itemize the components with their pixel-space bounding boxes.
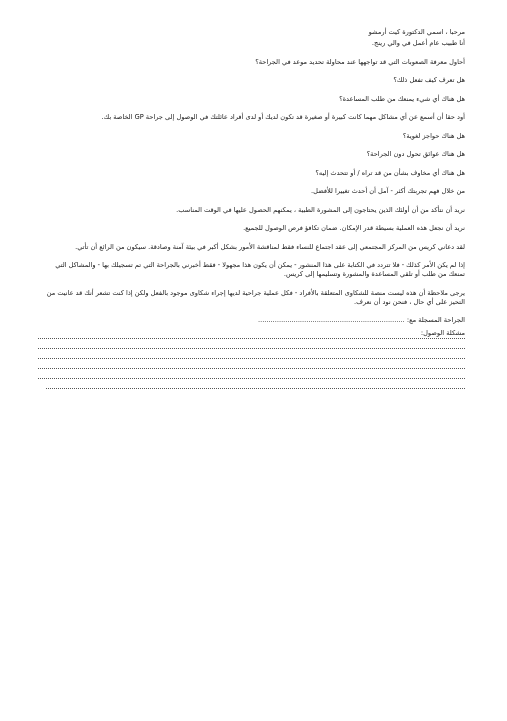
access-problem-line-2[interactable] — [38, 348, 465, 349]
question-obstacles: هل هناك عوائق تحول دون الجراحة؟ — [366, 150, 465, 158]
registered-surgery-field[interactable]: ...................................................................... — [258, 316, 405, 324]
question-language-barriers: هل هناك حواجز لغوية؟ — [402, 131, 465, 140]
question-appointment-difficulties: أحاول معرفة الصعوبات التي قد تواجهها عند محاولة تحديد موعد في الجراحة؟ — [255, 57, 465, 66]
paragraph-community-meeting: لقد دعاني كريس من المركز المجتمعي إلى عقد اجتماع للنساء فقط لمناقشة الأمور بشكل أكبر في بيئة آمنة وصادقة. سيكون من الرائع أن تأتي. — [75, 242, 465, 251]
question-know-how: هل تعرف كيف تفعل ذلك؟ — [393, 76, 465, 84]
access-problem-line-1[interactable] — [38, 338, 465, 339]
registered-surgery-row — [38, 316, 465, 325]
paragraph-understanding: من خلال فهم تجربتك أكثر - آمل أن أحدث تغييرا للأفضل. — [311, 187, 465, 195]
paragraph-medical-advice: نريد أن نتأكد من أن أولئك الذين يحتاجون إلى المشورة الطبية ، يمكنهم الحصول عليها في الوقت المناسب. — [176, 205, 465, 214]
access-problem-label: مشكلة الوصول: — [420, 329, 465, 337]
intro-line: أنا طبيب عام أعمل في والي رينج. — [371, 39, 465, 47]
question-anything-preventing: هل هناك أي شيء يمنعك من طلب المساعدة؟ — [339, 94, 465, 103]
paragraph-hear-problems: أود حقا أن أسمع عن أي مشاكل مهما كانت كبيرة أو صغيرة قد تكون لديك أو لدى أفراد عائلتك في الوصول إلى جراحة GP الخاصة بك. — [101, 113, 465, 121]
paragraph-complaints-note: يرجى ملاحظة أن هذه ليست منصة للشكاوى المتعلقة بالأفراد - فكل عملية جراحية لديها إجراء شكاوى موجود بالفعل ولكن إذا كنت تشعر أنك قد عانيت من التحيز على أي حال ، فنحن نود أن نعرف. — [46, 288, 465, 306]
access-problem-line-6[interactable] — [46, 388, 465, 389]
registered-surgery-label: الجراحة المسجلة مع: — [406, 316, 465, 324]
question-concerns: هل هناك أي مخاوف بشأن من قد تراه / أو تتحدث إليه؟ — [315, 168, 465, 177]
paragraph-write-post: إذا لم يكن الأمر كذلك - فلا تتردد في الكتابة على هذا المنشور - يمكن أن يكون هذا مجهولا - فقط أخبرني بالجراحة التي تم تسجيلك بها - والمشاكل التي تمنعك من طلب أو تلقي المساعدة والمشورة وتسليمها إلى كريس. — [55, 261, 465, 278]
letter-body — [38, 28, 465, 389]
paragraph-simple-process: نريد أن نجعل هذه العملية بسيطة قدر الإمكان. ضمان تكافؤ فرص الوصول للجميع. — [243, 224, 465, 232]
access-problem-line-5[interactable] — [38, 378, 465, 379]
access-problem-line-4[interactable] — [38, 368, 465, 369]
access-problem-line-3[interactable] — [38, 358, 465, 359]
greeting: مرحبا ، اسمي الدكتورة كيت أرمشو — [368, 28, 465, 36]
